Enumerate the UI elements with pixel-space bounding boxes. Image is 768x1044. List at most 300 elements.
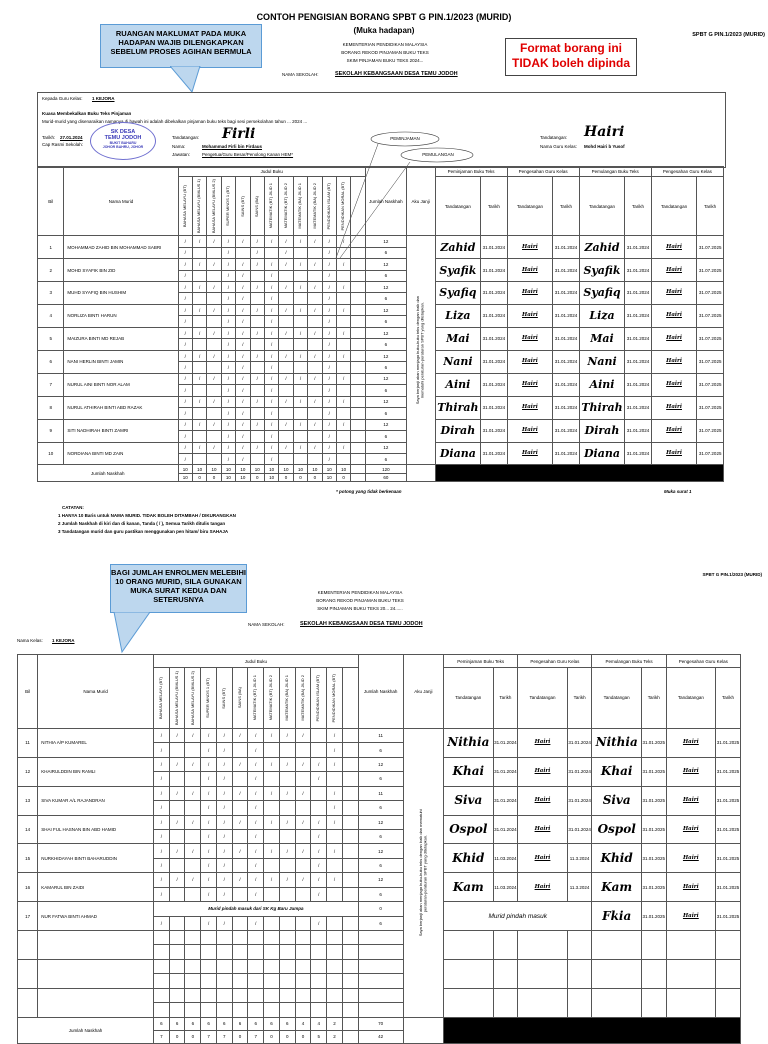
tick-cell [216,974,232,988]
verify-date: 31.01.2025 [716,873,741,902]
tick-cell: / [248,728,264,742]
row-total: 12 [365,236,406,247]
book-title-text: BAHASA MELAYU (BMLUS 2) [189,670,195,726]
tick-cell [351,281,366,292]
tick-cell [351,236,366,247]
tick-cell: / [279,757,295,771]
tick-cell: / [221,362,235,373]
student-no: 1 [38,236,64,259]
verify-date: 31.07.2025 [697,350,724,373]
tick-cell: / [207,259,221,270]
student-name: NURUL AINI BINTI NOR ALAM [64,373,178,396]
tick-cell: / [264,259,278,270]
total-cell: 0 [232,1030,248,1043]
student-no: 2 [38,259,64,282]
tick-cell [342,858,358,872]
book-title [250,177,264,236]
col-aku-janji: Aku Janji [406,167,435,236]
enrolment-callout [110,564,247,613]
tick-cell [185,858,201,872]
tick-cell [342,945,358,959]
teacher-name: Mohd Hairi b Yusof [584,144,625,149]
aku-janji-text: Saya berjanji akan menjaga buku-buku teks dengan baik dan mematuhi peraturan-peraturan SPBT yang ditetapkan. [417,809,428,937]
tick-cell [336,408,350,419]
tick-cell: / [178,362,192,373]
tick-cell [192,408,206,419]
teacher-signature-cell: Hairi [666,786,715,815]
teacher-signature-cell: Hairi [651,442,697,465]
teacher-signature-cell [666,959,715,988]
tick-cell [264,829,280,843]
tick-cell: / [192,304,206,315]
verify-date: 31.01.2025 [716,815,741,844]
tick-cell [232,801,248,815]
page-number: Muka surat 1 [664,489,692,494]
tick-cell: / [311,829,327,843]
book-title-text: MATEMATIK (BA) JILID 2 [299,675,305,721]
book-title-text: BAHASA MELAYU (BMLUS 1) [196,179,202,234]
return-signature: Dirah [579,419,625,442]
group-head: Pemulangan Buku Teks [579,167,651,177]
tick-cell: / [207,304,221,315]
tick-cell: / [293,327,307,338]
tick-cell [232,959,248,973]
tick-cell [311,988,327,1002]
tick-cell [192,316,206,327]
group-head: Peminjaman Buku Teks [444,655,518,668]
tick-cell: / [264,304,278,315]
tick-cell [232,858,248,872]
tick-cell: / [216,829,232,843]
total-cell: 2 [327,1030,343,1043]
tick-cell: / [248,873,264,887]
tick-cell: / [185,757,201,771]
tick-cell [279,385,293,396]
teacher-signature-cell [518,931,567,960]
tick-cell [232,931,248,945]
tick-cell: / [327,743,343,757]
tick-cell: / [178,293,192,304]
tick-cell: / [279,815,295,829]
tick-cell: / [250,373,264,384]
book-title [279,177,293,236]
tick-cell [250,270,264,281]
row-total: 12 [365,350,406,361]
tick-cell: / [221,327,235,338]
tick-cell: / [248,916,264,930]
group-head: Pengesahan Guru Kelas [518,655,592,668]
total-cell: 7 [201,1030,217,1043]
form-code: SPBT G PIN.1/2023 (MURID) [692,32,765,38]
tick-cell: / [322,293,336,304]
total-cell: 10 [207,465,221,473]
total-cell: 5 [311,1030,327,1043]
total-cell: 10 [221,473,235,481]
borrow-date [493,988,518,1017]
tick-cell: / [322,373,336,384]
tick-cell [327,829,343,843]
tick-cell [169,1003,185,1017]
tick-cell [201,945,217,959]
return-signature: Fkia [592,902,641,931]
student-name: NORLIZA BINTI HARUN [64,304,178,327]
verify-date: 31.01.2024 [553,350,579,373]
tick-cell [336,339,350,350]
tick-cell: / [192,350,206,361]
book-title [336,177,350,236]
tick-cell: / [154,858,170,872]
verify-date: 31.01.2024 [567,786,592,815]
row-total [358,1003,403,1017]
tick-cell [185,974,201,988]
tick-cell [351,304,366,315]
verify-date: 31.07.2025 [697,373,724,396]
tick-cell [236,247,250,258]
tick-cell: / [248,887,264,901]
student-signature: Khai [444,757,493,786]
tick-cell: / [264,236,278,247]
tick-cell: / [264,786,280,800]
student-no: 16 [18,873,38,902]
student-name [38,959,154,988]
teacher-signature-label: Tandatangan: [540,135,568,140]
borrow-date: 31.01.2024 [481,419,507,442]
tick-cell [154,974,170,988]
tick-cell [216,931,232,945]
teacher-signature-cell: Hairi [507,327,553,350]
tick-cell [207,408,221,419]
tick-cell [192,270,206,281]
tick-cell: / [322,259,336,270]
total-cell: 0 [169,1030,185,1043]
tick-cell: / [207,327,221,338]
tick-cell: / [327,815,343,829]
student-no: 10 [38,442,64,465]
tick-cell [336,385,350,396]
tick-cell [201,974,217,988]
tick-cell [264,743,280,757]
tick-cell: / [293,373,307,384]
borrow-date: 31.01.2024 [481,396,507,419]
tick-cell: / [250,304,264,315]
tick-cell [295,916,311,930]
tick-cell: / [295,757,311,771]
class-label-p2: Nama Kelas: [17,638,43,643]
class-name: 1 KEJORA [92,96,115,101]
row-total: 6 [365,270,406,281]
tick-cell [351,362,366,373]
note-item: 1 HANYA 10 Baris untuk NAMA MURID. TIDAK BOLEH DITAMBAH / DIKURANGKAN [58,513,236,518]
tick-cell: / [248,786,264,800]
tick-cell: / [336,304,350,315]
tick-cell: / [221,350,235,361]
tick-cell [342,1003,358,1017]
tick-cell: / [322,304,336,315]
tick-cell: / [293,281,307,292]
row-total: 11 [358,728,403,742]
tick-cell [192,293,206,304]
tick-cell [308,293,322,304]
row-total: 12 [365,396,406,407]
row-total: 6 [365,247,406,258]
tick-cell [279,270,293,281]
tick-cell [279,293,293,304]
tick-cell: / [336,327,350,338]
tick-cell [169,931,185,945]
school-label-p2: NAMA SEKOLAH: [248,622,285,627]
tick-cell [169,801,185,815]
tick-cell [250,293,264,304]
teacher-signature-cell: Hairi [507,236,553,259]
tick-cell: / [264,373,278,384]
verify-date: 31.01.2024 [553,281,579,304]
teacher-signature-cell: Hairi [651,304,697,327]
tick-cell [207,339,221,350]
tick-cell: / [221,385,235,396]
tick-cell: / [232,844,248,858]
tick-cell: / [322,362,336,373]
tick-cell: / [201,887,217,901]
tick-cell: / [185,844,201,858]
tick-cell [293,339,307,350]
tick-cell [336,247,350,258]
student-no: 7 [38,373,64,396]
book-title [169,668,185,729]
student-name: NURKHIDAYAH BINTI BAHARUDDIN [38,844,154,873]
tick-cell: / [293,304,307,315]
group-head: Pengesahan Guru Kelas [507,167,579,177]
tick-cell [279,887,295,901]
record-title-p2: BORANG REKOD PINJAMAN BUKU TEKS [316,598,404,603]
tick-cell [308,247,322,258]
tick-cell: / [221,236,235,247]
tick-cell [279,431,293,442]
tick-cell: / [308,396,322,407]
student-signature: Aini [435,373,481,396]
teacher-signature-cell: Hairi [666,844,715,873]
student-name: SITI NADHIRAH BINTI ZAMRI [64,419,178,442]
tick-cell: / [221,442,235,453]
student-signature: Zahid [435,236,481,259]
tick-cell: / [322,431,336,442]
tick-cell [293,362,307,373]
verify-date [567,931,592,960]
borrow-date: 11.03.2024 [493,844,518,873]
statement: Murid-murid yang disenaraikan namanya di bawah ini adalah dibekalkan pinjaman buku teks bagi sesi persekolahan tahun ... 2024 ... [42,119,308,124]
tick-cell [264,988,280,1002]
tick-cell: / [236,396,250,407]
total-cell: 10 [308,465,322,473]
tick-cell [311,974,327,988]
grand-total: 120 [365,465,406,473]
tick-cell [293,454,307,465]
tick-cell: / [207,281,221,292]
tick-cell: / [236,339,250,350]
tick-cell: / [236,431,250,442]
tick-cell: / [293,259,307,270]
student-name: MUHD SYAFIQ BIN HUSHIM [64,281,178,304]
verify-date: 31.01.2024 [553,327,579,350]
tick-cell [342,974,358,988]
tick-cell [279,829,295,843]
tick-cell: / [295,844,311,858]
row-total [358,974,403,988]
book-title [201,668,217,729]
tick-cell [264,801,280,815]
tick-cell: / [154,757,170,771]
teacher-signature-cell: Hairi [651,396,697,419]
tick-cell: / [185,815,201,829]
total-cell: 0 [264,1030,280,1043]
tick-cell [279,858,295,872]
row-total: 12 [365,327,406,338]
tick-cell [351,442,366,453]
student-name: NURUL ATHIRAH BINTI ABD RAZAK [64,396,178,419]
return-signature [592,988,641,1017]
tick-cell: / [216,844,232,858]
tick-cell: / [192,373,206,384]
tick-cell: / [201,772,217,786]
row-total [358,945,403,959]
tick-cell [232,743,248,757]
tick-cell: / [308,281,322,292]
tick-cell: / [178,304,192,315]
tick-cell: / [185,786,201,800]
tick-cell: / [250,350,264,361]
tick-cell: / [201,786,217,800]
tick-cell: / [221,247,235,258]
verify-date: 31.07.2025 [697,442,724,465]
tick-cell: / [216,801,232,815]
row-total: 6 [365,293,406,304]
student-name: MOHD SYAFIK BIN ZID [64,259,178,282]
tick-cell [264,247,278,258]
verify-date: 31.01.2024 [553,236,579,259]
tick-cell: / [178,396,192,407]
verify-date [567,959,592,988]
book-title [351,177,366,236]
tick-cell: / [248,743,264,757]
tick-cell: / [279,786,295,800]
student-signature: Kam [444,873,493,902]
teacher-signature-cell: Hairi [651,350,697,373]
verify-date: 31.01.2024 [567,757,592,786]
tick-cell: / [221,408,235,419]
total-cell: 7 [248,1030,264,1043]
tick-cell: / [264,327,278,338]
tick-cell: / [336,442,350,453]
teacher-signature-cell: Hairi [666,873,715,902]
return-date: 31.01.2024 [625,281,651,304]
teacher-signature-cell: Hairi [518,728,567,757]
row-total: 0 [358,902,403,916]
tick-cell: / [264,815,280,829]
tick-cell [279,945,295,959]
row-total: 12 [365,442,406,453]
tick-cell: / [279,247,293,258]
tick-cell: / [250,259,264,270]
tick-cell [279,974,295,988]
tick-cell [264,1003,280,1017]
tick-cell [308,339,322,350]
tick-cell [169,829,185,843]
tick-cell: / [308,304,322,315]
teacher-signature-cell: Hairi [666,902,715,931]
total-cell: 7 [154,1030,170,1043]
tick-cell [169,858,185,872]
tick-cell [250,408,264,419]
book-title [216,668,232,729]
tick-cell [293,293,307,304]
position-value: Pengetua/Guru Besar/Penolong Kanan HEM* [202,152,294,157]
row-total: 11 [358,786,403,800]
tick-cell [169,887,185,901]
return-signature [592,959,641,988]
tick-cell: / [279,327,293,338]
tick-cell: / [169,728,185,742]
total-cell: 0 [279,1030,295,1043]
return-date: 31.01.2025 [641,902,666,931]
col-books: Judul Buku [154,655,359,668]
tick-cell [311,786,327,800]
tick-cell [308,431,322,442]
tick-cell: / [336,259,350,270]
student-name [38,988,154,1017]
tick-cell: / [201,916,217,930]
tick-cell: / [293,442,307,453]
sub-date: Tarikh [567,668,592,729]
tick-cell: / [336,373,350,384]
total-cell: 10 [178,473,192,481]
sub-date: Tarikh [493,668,518,729]
row-total: 6 [358,801,403,815]
tick-cell: / [178,442,192,453]
tick-cell: / [322,396,336,407]
tick-cell [232,916,248,930]
student-signature: Syafiq [435,281,481,304]
tick-cell: / [216,858,232,872]
tick-cell: / [154,829,170,843]
student-no: 14 [18,815,38,844]
tick-cell [169,959,185,973]
verify-date: 31.07.2025 [697,304,724,327]
tick-cell: / [295,873,311,887]
borrow-date: 31.01.2024 [493,757,518,786]
tick-cell [264,931,280,945]
book-title-text: BAHASA MELAYU (BMLUS 1) [173,670,179,726]
date-label: Tarikh: [42,135,56,140]
issuer-name: Mohammad Firli bin Firdaus [202,144,263,149]
book-title [232,668,248,729]
tick-cell [216,945,232,959]
teacher-signature-cell: Hairi [518,786,567,815]
tick-cell [327,772,343,786]
verify-date [716,988,741,1017]
tick-cell: / [169,815,185,829]
sub-sign: Tandatangan [435,177,481,236]
book-title-text: BAHASA MELAYU (BT) [158,676,164,720]
tick-cell: / [311,844,327,858]
tick-cell: / [221,270,235,281]
tick-cell [336,431,350,442]
tick-cell: / [232,728,248,742]
tick-cell [311,931,327,945]
tick-cell: / [308,259,322,270]
student-no [18,931,38,960]
student-name: KAMARUL BIN ZAIDI [38,873,154,902]
tick-cell [264,916,280,930]
total-cell: 10 [264,473,278,481]
